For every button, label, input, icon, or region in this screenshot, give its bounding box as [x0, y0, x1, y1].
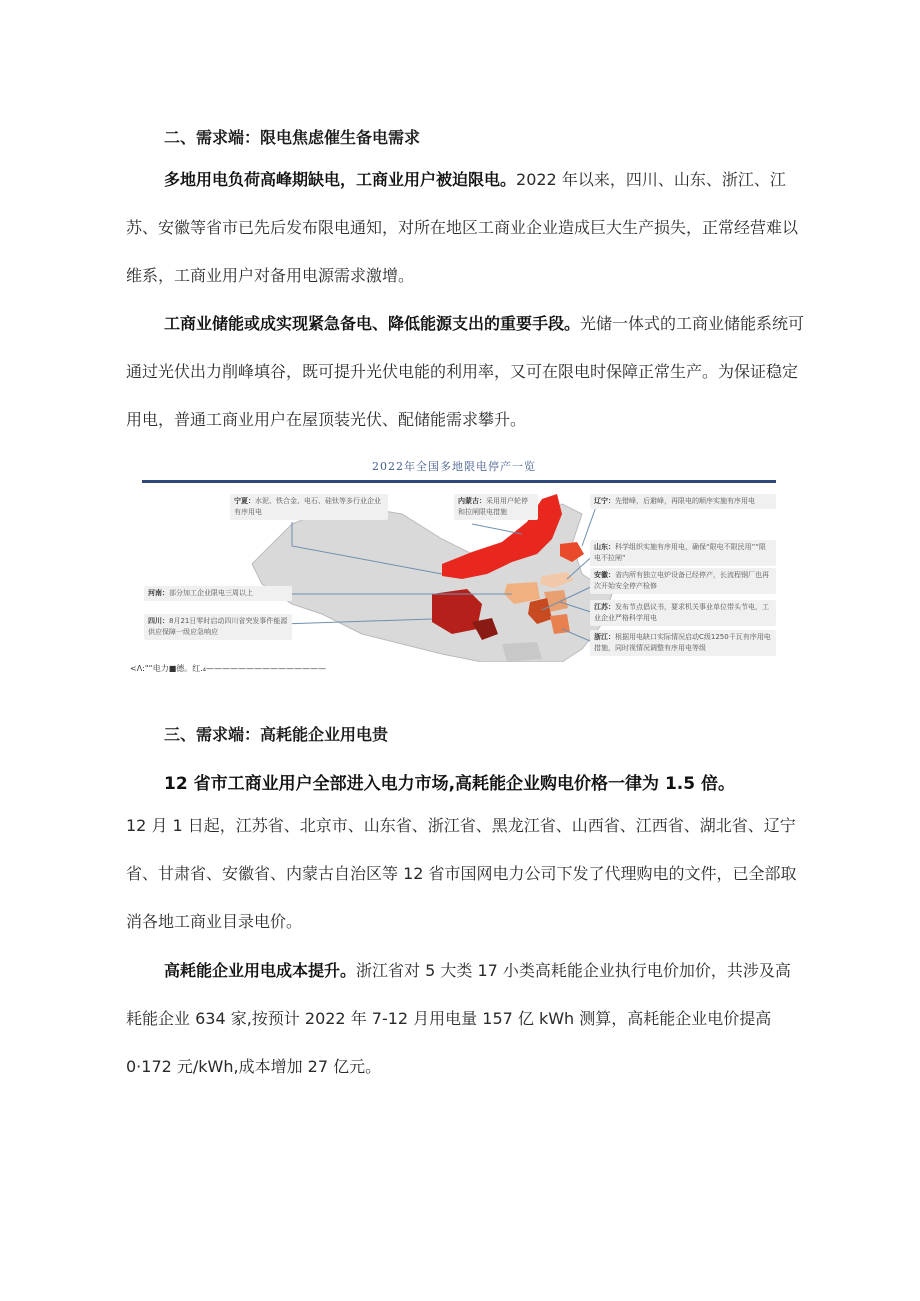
callout-henan [144, 586, 292, 601]
callout-anhui [590, 568, 776, 594]
figure-title-bar [142, 456, 776, 476]
section3-paragraph-1 [126, 802, 806, 946]
power-rationing-map-figure [142, 450, 776, 662]
callout-anhui-text: 省内所有独立电炉设备已经停产，长流程钢厂也再次开始安全停产检修 [594, 571, 769, 590]
section3-p1-text: 12 月 1 日起，江苏省、北京市、山东省、浙江省、黑龙江省、山西省、江西省、湖北省、辽宁省、甘肃省、安徽省、内蒙古自治区等 12 省市国网电力公司下发了代理购电的文件，已全部取消各地工商业目录电价。 [126, 816, 797, 931]
callout-ningxia-text: 水泥、铁合金、电石、硅钛等多行业企业有序用电 [234, 497, 381, 516]
section2-p1-bold: 多地用电负荷高峰期缺电，工商业用户被迫限电。 [164, 170, 517, 189]
section2-heading: 二、需求端：限电焦虑催生备电需求 [164, 128, 421, 147]
callout-neimenggu-label: 内蒙古： [458, 497, 486, 505]
callout-jiangsu [590, 600, 776, 626]
connector-neimenggu [472, 524, 522, 534]
section2-p1-text: 2022 年以来，四川、山东、浙江、江苏、安徽等省市已先后发布限电通知，对所在地区工商业企业造成巨大生产损失，正常经营难以维系，工商业用户对备用电源需求激增。 [126, 170, 799, 285]
section3-p2-text: 浙江省对 5 大类 17 小类高耗能企业执行电价加价，共涉及高耗能企业 634 家,按预计 2022 年 7-12 月用电量 157 亿 kWh 测算，高耗能企业电价提高 0·172 元/kWh,成本增加 27 亿元。 [126, 961, 791, 1076]
section3-highlight: 12 省市工商业用户全部进入电力市场,高耗能企业购电价格一律为 1.5 倍。 [164, 774, 735, 794]
callout-sichuan-label: 四川： [148, 617, 169, 625]
callout-shandong-text: 科学组织实施有序用电，确保“限电不限民用”“限电不拉闸” [594, 543, 766, 562]
callout-ningxia [230, 494, 388, 520]
section2-p2-text: 光储一体式的工商业储能系统可通过光伏出力削峰填谷，既可提升光伏电能的利用率，又可在限电时保障正常生产。为保证稳定用电，普通工商业用户在屋顶装光伏、配储能需求攀升。 [126, 314, 805, 429]
callout-zhejiang [590, 630, 776, 656]
section2-paragraph-2 [126, 300, 806, 444]
section3-p2-bold: 高耗能企业用电成本提升。 [164, 961, 357, 980]
callout-liaoning-text: 先错峰，后避峰，再限电的顺序实施有序用电 [615, 497, 755, 505]
callout-anhui-label: 安徽： [594, 571, 615, 579]
figure-source: <Λ:"“电力■德。红.₄——————————————— [130, 664, 327, 673]
callout-shandong-label: 山东： [594, 543, 615, 551]
callout-zhejiang-label: 浙江： [594, 633, 615, 641]
callout-liaoning [590, 494, 776, 509]
callout-neimenggu-text: 采用用户轮停和拉闸限电措施 [458, 497, 528, 516]
callout-neimenggu [454, 494, 538, 520]
section2-paragraph-1 [126, 156, 806, 300]
callout-jiangsu-text: 发布节点倡议书，要求机关事业单位带头节电，工业企业严格科学用电 [594, 603, 769, 622]
callout-shandong [590, 540, 776, 566]
section3-heading: 三、需求端：高耗能企业用电贵 [164, 725, 389, 744]
callout-henan-label: 河南： [148, 589, 169, 597]
section3-paragraph-2 [126, 947, 806, 1091]
callout-sichuan [144, 614, 292, 640]
callout-sichuan-text: 8月21日零时启动四川省突发事件能源供应保障一级应急响应 [148, 617, 288, 636]
figure-title-rule [142, 480, 776, 483]
callout-liaoning-label: 辽宁： [594, 497, 615, 505]
region-guangdong [502, 642, 542, 662]
callout-zhejiang-text: 根据用电缺口实际情况启动C级1250千瓦有序用电措施，同时视情况调整有序用电等级 [594, 633, 771, 652]
callout-henan-text: 部分加工企业限电三周以上 [169, 589, 253, 597]
section2-p2-bold: 工商业储能或成实现紧急备电、降低能源支出的重要手段。 [164, 314, 581, 333]
callout-ningxia-label: 宁夏： [234, 497, 255, 505]
callout-jiangsu-label: 江苏： [594, 603, 615, 611]
figure-title: 2022年全国多地限电停产一览 [372, 460, 536, 473]
